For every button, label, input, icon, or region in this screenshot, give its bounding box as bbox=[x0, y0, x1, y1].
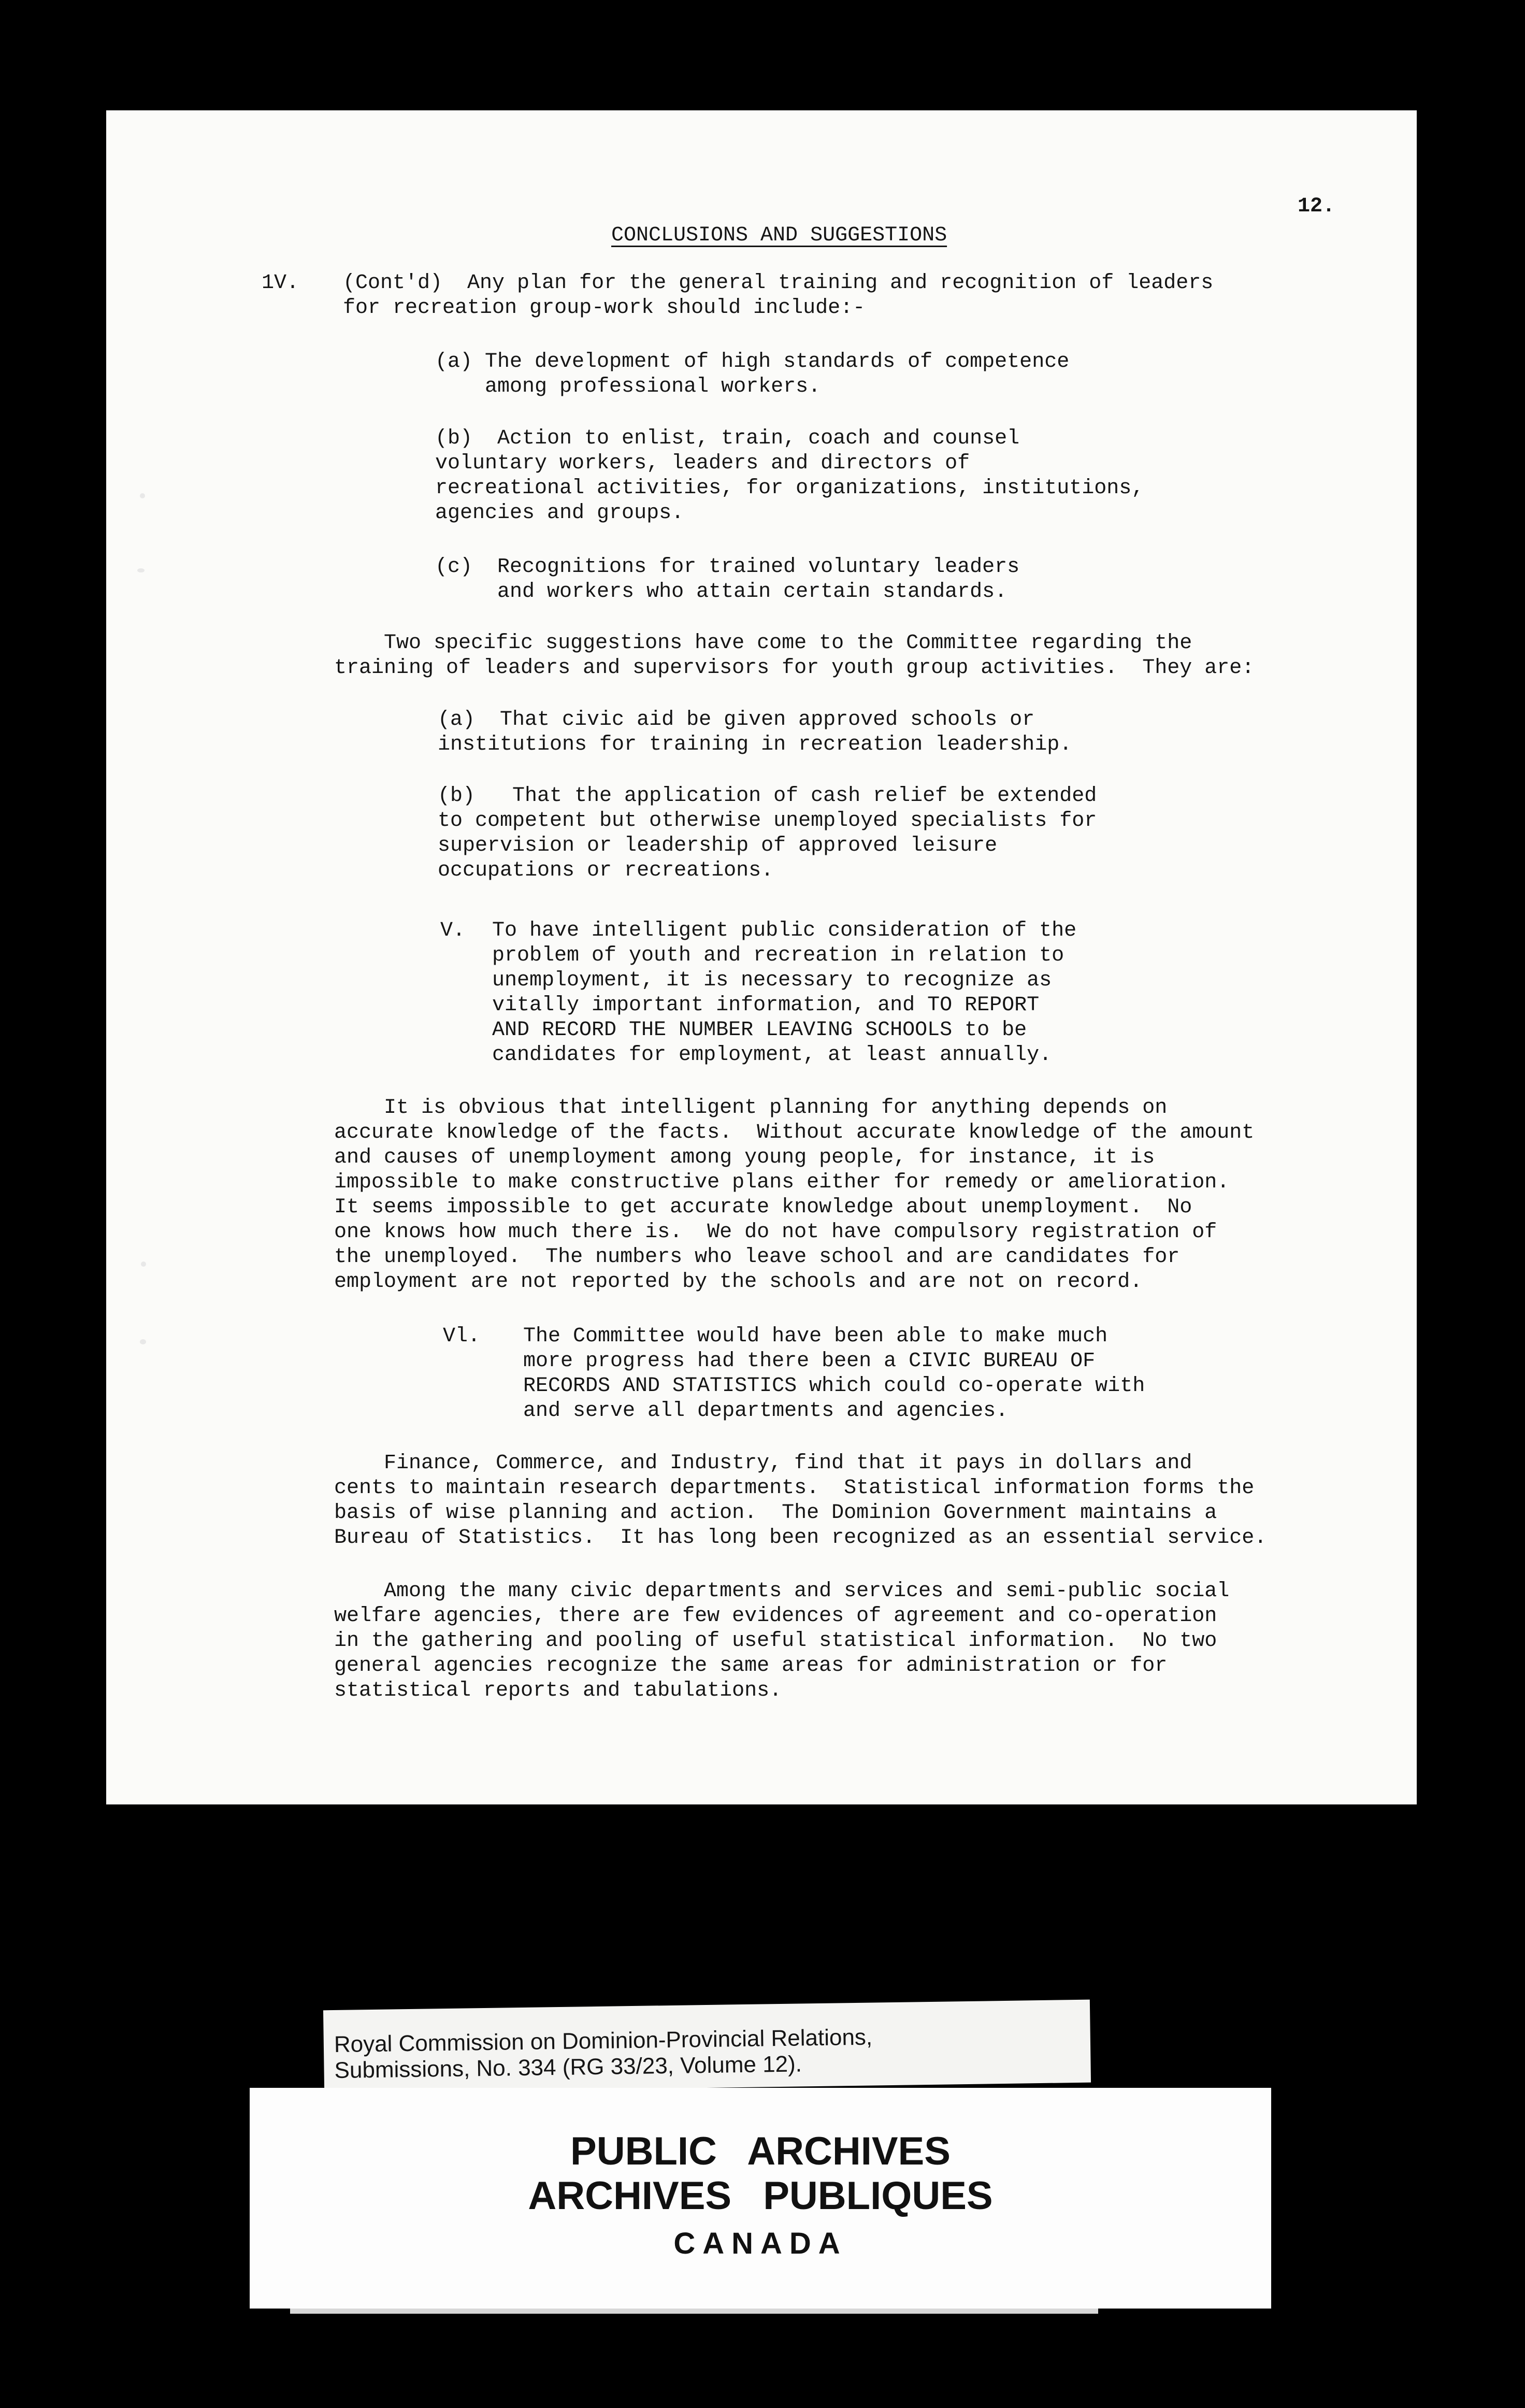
archive-label-line-2: Submissions, No. 334 (RG 33/23, Volume 12). bbox=[334, 2051, 802, 2084]
scan-speck bbox=[141, 1262, 146, 1267]
suggestion-a: (a) That civic aid be given approved schools or institutions for training in recreation leadership. bbox=[438, 708, 1072, 756]
archives-stamp bbox=[250, 2088, 1271, 2309]
item-a: (a) The development of high standards of competence among professional workers. bbox=[435, 350, 1070, 398]
page-number: 12. bbox=[1298, 195, 1335, 218]
stamp-line-2: ARCHIVES PUBLIQUES bbox=[528, 2174, 993, 2218]
paragraph-finance: Finance, Commerce, and Industry, find that it pays in dollars and cents to maintain research departments. Statistical information forms the basis of wise planning and action. The Dominion Government maintains a Bureau of Statistics. It has long been recognized as an essential service. bbox=[334, 1452, 1267, 1550]
section-iv-intro: (Cont'd) Any plan for the general training and recognition of leaders for recreation group-work should include:- bbox=[343, 271, 1214, 320]
paragraph-obvious: It is obvious that intelligent planning for anything depends on accurate knowledge of the facts. Without accurate knowledge of the amount and causes of unemployment among young people, for instance, it is impossible to make constructive plans either for remedy or amelioration. It seems impossible to get accurate knowledge about unemployment. No one knows how much there is. We do not have compulsory registration of the unemployed. The numbers who leave school and are candidates for employment are not reported by the schools and are not on record. bbox=[334, 1096, 1255, 1294]
scan-speck bbox=[140, 1339, 146, 1344]
label-edge bbox=[290, 2309, 1098, 2314]
scan-speck bbox=[137, 568, 145, 572]
scan-speck bbox=[140, 493, 145, 498]
archive-reference-label bbox=[323, 2000, 1091, 2094]
page-title: CONCLUSIONS AND SUGGESTIONS bbox=[611, 224, 947, 247]
item-v-text: To have intelligent public consideration of the problem of youth and recreation in relation to unemployment, it is necessary to recognize as vitally important information, and TO REPORT AND RECORD THE NUMBER LEAVING SCHOOLS to be candidates for employment, at least annually. bbox=[492, 919, 1077, 1067]
item-b: (b) Action to enlist, train, coach and counsel voluntary workers, leaders and directors of recreational activities, for organizations, institutions, agencies and groups. bbox=[435, 427, 1144, 525]
paragraph-specific-suggestions: Two specific suggestions have come to the Committee regarding the training of leaders and supervisors for youth group activities. They are: bbox=[334, 632, 1255, 680]
section-iv-number: 1V. bbox=[262, 271, 299, 295]
stamp-line-1: PUBLIC ARCHIVES bbox=[570, 2129, 951, 2173]
document-page bbox=[106, 110, 1417, 1804]
item-vi-number: Vl. bbox=[443, 1325, 481, 1348]
item-vi-text: The Committee would have been able to make much more progress had there been a CIVIC BUREAU OF RECORDS AND STATISTICS which could co-operate with and serve all departments and agencies. bbox=[523, 1325, 1145, 1423]
paragraph-among: Among the many civic departments and services and semi-public social welfare agencies, there are few evidences of agreement and co-operation in the gathering and pooling of useful statistical information. No two general agencies recognize the same areas for administration or for statistical reports and tabulations. bbox=[334, 1580, 1230, 1702]
suggestion-b: (b) That the application of cash relief be extended to competent but otherwise unemployed specialists for supervision or leadership of approved leisure occupations or recreations. bbox=[438, 784, 1097, 882]
stamp-line-3: CANADA bbox=[673, 2227, 847, 2260]
archive-label-line-1: Royal Commission on Dominion-Provincial Relations, bbox=[334, 2024, 873, 2058]
item-v-number: V. bbox=[440, 919, 466, 942]
item-c: (c) Recognitions for trained voluntary leaders and workers who attain certain standards. bbox=[435, 555, 1020, 604]
